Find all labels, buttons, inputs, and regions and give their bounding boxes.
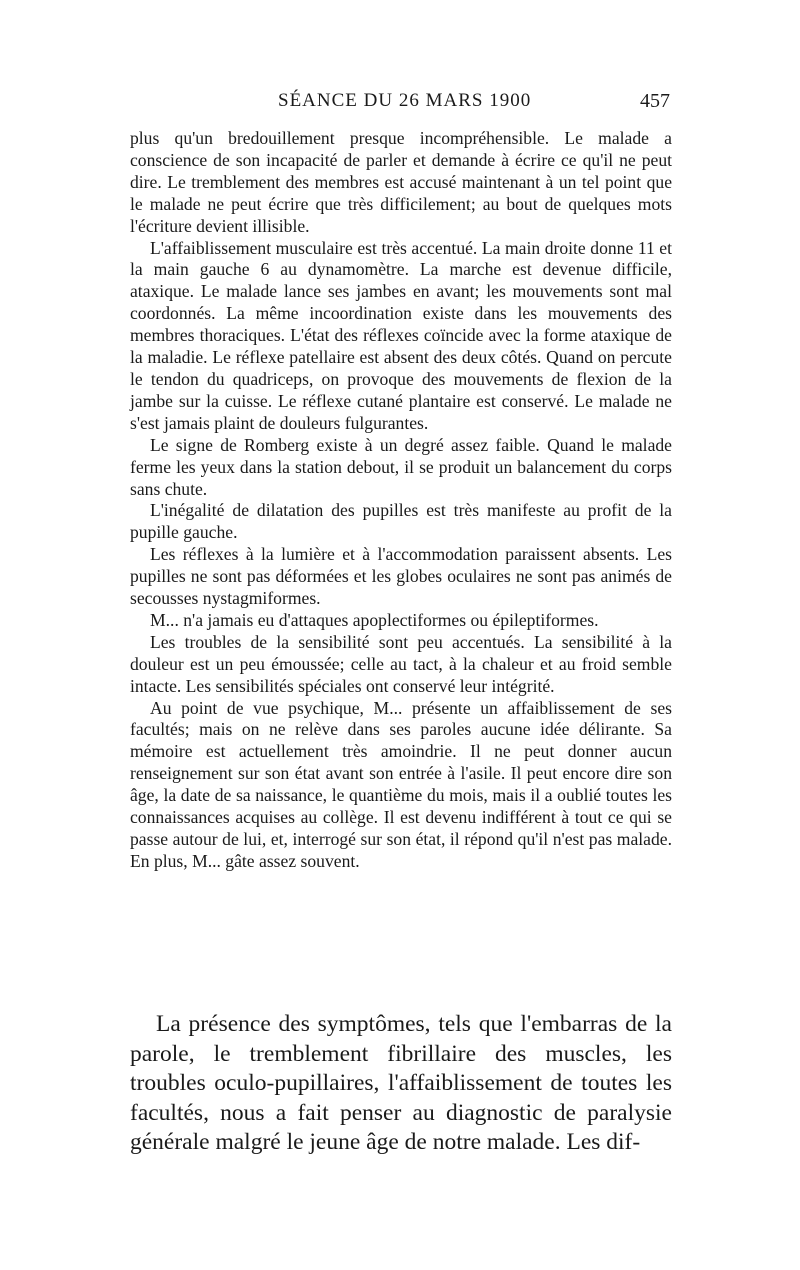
paragraph-reflexes: Les réflexes à la lumière et à l'accommodation paraissent absents. Les pupilles ne sont pas déformées et les globes oculaires ne sont pas animés de secousses nystagmiformes.	[130, 544, 672, 609]
paragraph-continuation: plus qu'un bredouillement presque incompréhensible. Le malade a conscience de son incapacité de parler et demande à écrire ce qu'il ne peut dire. Le tremblement des membres est accusé maintenant à un tel point que le malade ne peut écrire que très difficilement; au bout de quelques mots l'écriture devient illisible.	[130, 128, 672, 236]
running-title: SÉANCE DU 26 MARS 1900	[278, 90, 532, 111]
body-text	[130, 128, 672, 873]
paragraph-muscular-weakness: L'affaiblissement musculaire est très accentué. La main droite donne 11 et la main gauche 6 au dynamomètre. La marche est devenue difficile, ataxique. Le malade lance ses jambes en avant; les mouvements sont mal coordonnés. La même incoordination existe dans les mouvements des membres thoraciques. L'état des réflexes coïncide avec la forme ataxique de la maladie. Le réflexe patellaire est absent des deux côtés. Quand on percute le tendon du quadriceps, on provoque des mouvements de flexion de la jambe sur la cuisse. Le réflexe cutané plantaire est conservé. Le malade ne s'est jamais plaint de douleurs fulgurantes.	[130, 237, 672, 433]
paragraph-sensibility: Les troubles de la sensibilité sont peu accentués. La sensibilité à la douleur est un peu émoussée; celle au tact, à la chaleur et au froid semble intacte. Les sensibilités spéciales ont conservé leur intégrité.	[130, 631, 672, 696]
paragraph-romberg-sign: Le signe de Romberg existe à un degré assez faible. Quand le malade ferme les yeux dans la station debout, il se produit un balancement du corps sans chute.	[130, 434, 672, 499]
paragraph-pupil-inequality: L'inégalité de dilatation des pupilles est très manifeste au profit de la pupille gauche.	[130, 500, 672, 543]
conclusion-paragraph: La présence des symptômes, tels que l'embarras de la parole, le tremblement fibrillaire des muscles, les troubles oculo-pupillaires, l'affaiblissement de toutes les facultés, nous a fait penser au diagnostic de paralysie générale malgré le jeune âge de notre malade. Les dif-	[130, 1011, 672, 1155]
page-number: 457	[640, 90, 670, 112]
running-head	[130, 90, 670, 120]
paragraph-attacks: M... n'a jamais eu d'attaques apoplectiformes ou épileptiformes.	[150, 609, 599, 630]
paragraph-psychic-state: Au point de vue psychique, M... présente un affaiblissement de ses facultés; mais on ne relève dans ses paroles aucune idée délirante. Sa mémoire est actuellement très amoindrie. Il ne peut donner aucun renseignement sur son état avant son entrée à l'asile. Il peut encore dire son âge, la date de sa naissance, le quantième du mois, mais il a oublié toutes les connaissances acquises au collège. Il est devenu indifférent à tout ce qui se passe autour de lui, et, interrogé sur son état, il répond qu'il n'est pas malade. En plus, M... gâte assez souvent.	[130, 697, 672, 871]
